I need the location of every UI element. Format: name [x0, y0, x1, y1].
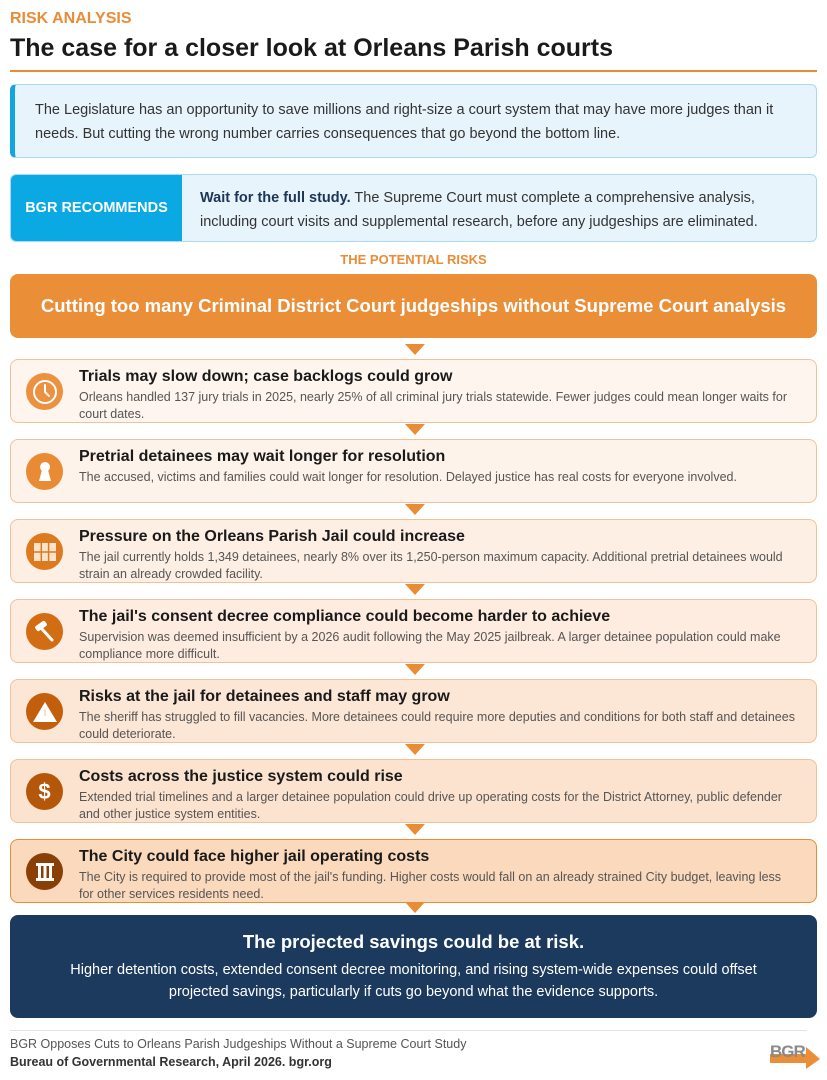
risk-title: The City could face higher jail operating costs: [79, 848, 430, 865]
clock-icon: [26, 373, 63, 410]
risk-title: Costs across the justice system could rise: [79, 768, 403, 785]
recommendation-box: [10, 174, 817, 242]
kicker-label: RISK ANALYSIS: [10, 10, 132, 27]
conclusion-title: The projected savings could be at risk.: [242, 931, 585, 952]
risk-text: Extended trial timelines and a larger detainee population could drive up operating costs for the District Attorney, public defender and other justice system entities.: [79, 790, 782, 821]
flow-arrow-icon: [405, 824, 425, 835]
flow-arrow-icon: [405, 584, 425, 595]
flow-arrow-icon: [405, 902, 425, 913]
flow-arrow-icon: [405, 664, 425, 675]
risk-text: The sheriff has struggled to fill vacancies. More detainees could require more deputies and conditions for both staff and detainees could deteriorate.: [79, 710, 795, 741]
risk-title: Pressure on the Orleans Parish Jail could increase: [79, 528, 465, 545]
flow-arrow-icon: [405, 424, 425, 435]
risk-card: [10, 839, 817, 903]
recommendation-body: The Supreme Court must complete a comprehensive analysis, including court visits and supplemental research, before any judgeships are eliminated.: [200, 190, 758, 230]
risk-text: The jail currently holds 1,349 detainees, nearly 8% over its 1,250-person maximum capacity. Additional pretrial detainees would strain an already crowded facility.: [79, 550, 783, 581]
section-heading: THE POTENTIAL RISKS: [340, 252, 487, 267]
footer-divider: [10, 1030, 807, 1031]
flow-arrow-icon: [405, 504, 425, 515]
svg-text:BGR: BGR: [770, 1042, 805, 1061]
scenario-banner: Cutting too many Criminal District Court judgeships without Supreme Court analysis: [10, 274, 817, 338]
page-title: The case for a closer look at Orleans Parish courts: [10, 34, 614, 62]
footer-credit: Bureau of Governmental Research, April 2026. bgr.org: [10, 1055, 332, 1069]
warning-icon: [26, 693, 63, 730]
footer-report-title: BGR Opposes Cuts to Orleans Parish Judgeships Without a Supreme Court Study: [10, 1037, 467, 1051]
jail-grid-icon: [26, 533, 63, 570]
city-hall-icon: [26, 853, 63, 890]
recommendation-label: BGR RECOMMENDS: [11, 175, 182, 241]
risk-card: [10, 359, 817, 423]
risk-card: [10, 599, 817, 663]
title-divider: [10, 70, 817, 72]
risk-text: The City is required to provide most of the jail's funding. Higher costs would fall on an already strained City budget, leaving less for other services residents need.: [79, 870, 782, 901]
dollar-icon: $: [26, 773, 63, 810]
risk-title: Pretrial detainees may wait longer for resolution: [79, 448, 446, 465]
risk-text: Supervision was deemed insufficient by a 2026 audit following the May 2025 jailbreak. A larger detainee population could make compliance more difficult.: [79, 630, 781, 661]
risk-card: [10, 519, 817, 583]
intro-text: The Legislature has an opportunity to save millions and right-size a court system that may have more judges than it needs. But cutting the wrong number carries consequences that go beyond the bottom line.: [35, 102, 774, 142]
keyhole-icon: [26, 453, 63, 490]
risk-title: Trials may slow down; case backlogs could grow: [79, 368, 453, 385]
recommendation-lead: Wait for the full study.: [200, 190, 351, 206]
risk-card: [10, 679, 817, 743]
risk-card: [10, 439, 817, 503]
risk-title: The jail's consent decree compliance could become harder to achieve: [79, 608, 611, 625]
flow-arrow-icon: [405, 344, 425, 355]
intro-callout: [10, 84, 817, 158]
flow-arrow-icon: [405, 744, 425, 755]
recommendation-text: [182, 175, 816, 241]
gavel-icon: [26, 613, 63, 650]
risk-text: Orleans handled 137 jury trials in 2025, nearly 25% of all criminal jury trials statewide. Fewer judges could mean longer waits for court dates.: [79, 390, 787, 421]
risk-card: [10, 759, 817, 823]
bgr-logo: [766, 1038, 822, 1070]
risk-text: The accused, victims and families could wait longer for resolution. Delayed justice has real costs for everyone involved.: [79, 470, 737, 484]
risk-title: Risks at the jail for detainees and staff may grow: [79, 688, 450, 705]
conclusion-text: Higher detention costs, extended consent decree monitoring, and rising system-wide expenses could offset projected savings, particularly if cuts go beyond what the evidence supports.: [70, 962, 757, 1000]
conclusion-box: [10, 915, 817, 1018]
